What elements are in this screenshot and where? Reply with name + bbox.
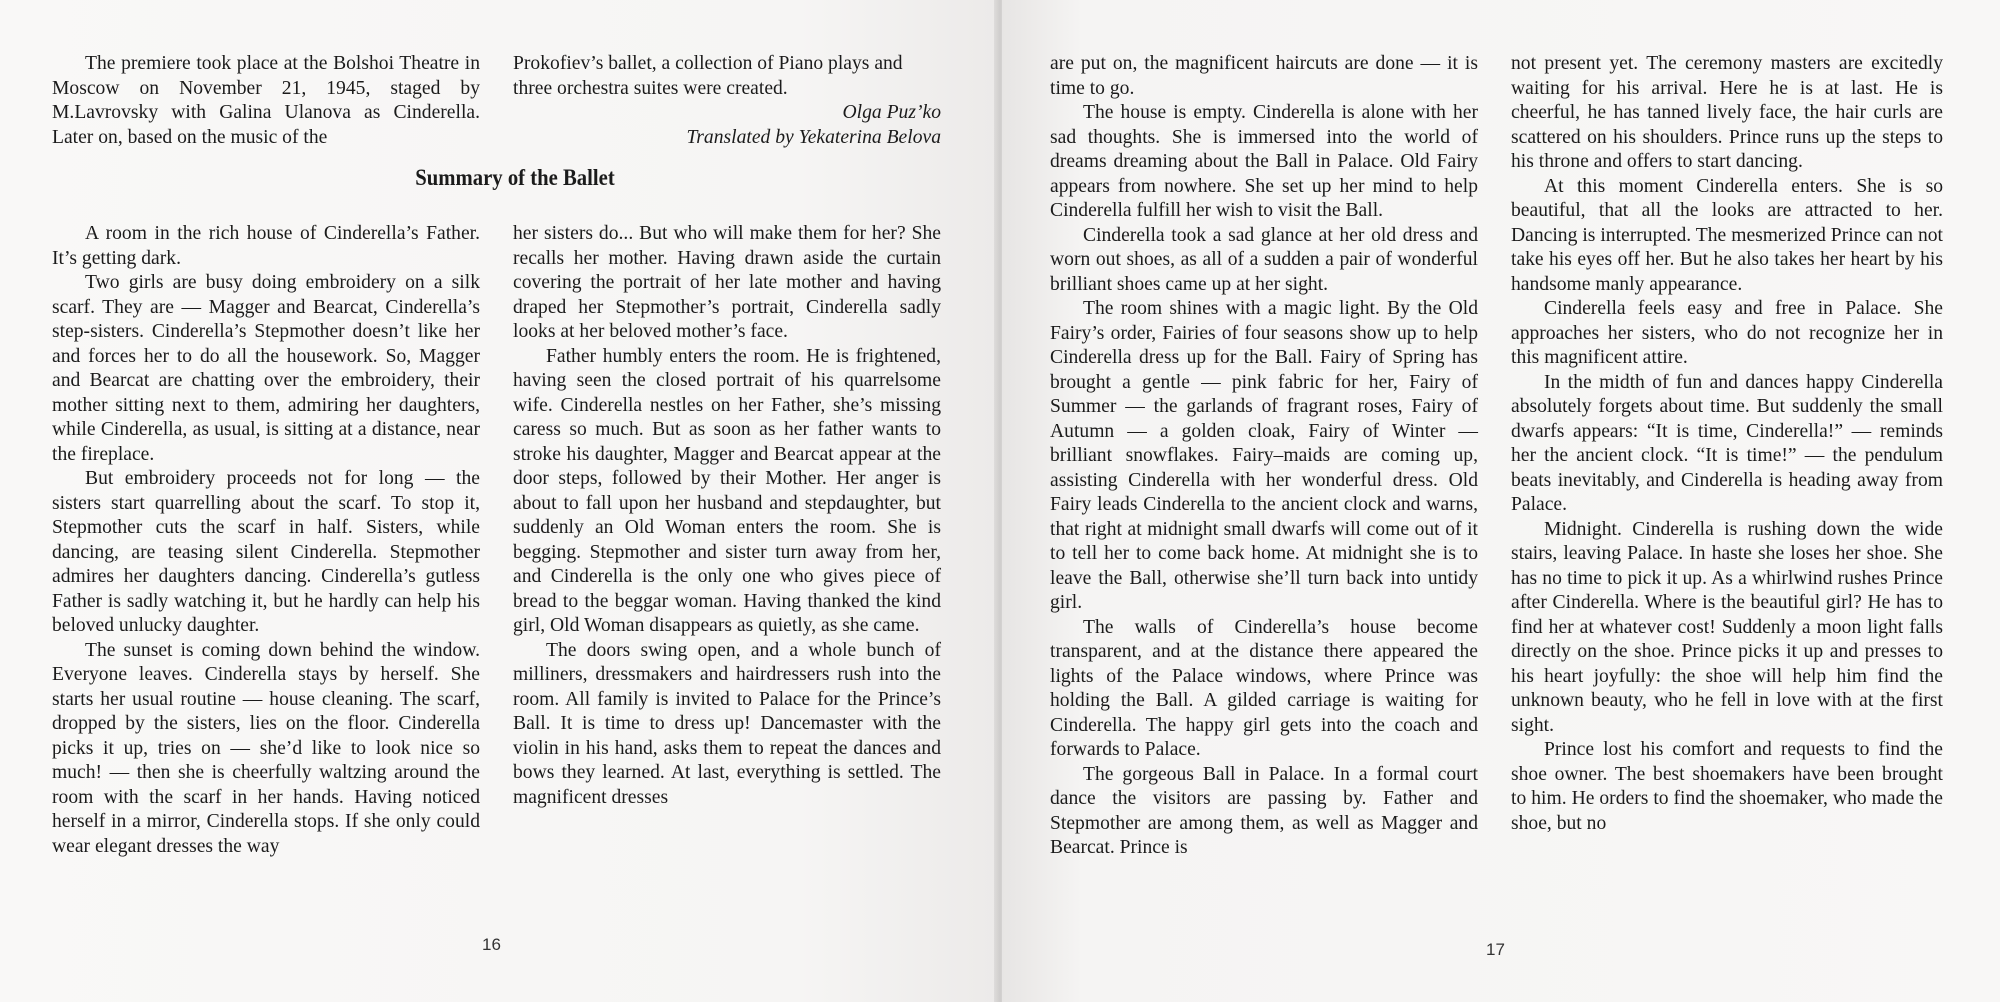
paragraph: Father humbly enters the room. He is frightened, having seen the closed portrait of his quarrelsome wife. Cinderella nestles on her Father, she’s missing caress so much. But as soon as her father wants to stroke his daughter, Magger and Bearcat appear at the door steps, followed by their Mother. Her anger is about to fall upon her husband and stepdaughter, but suddenly an Old Woman enters the room. She is begging. Stepmother and sister turn away from her, and Cinderella is the only one who gives piece of bread to the beggar woman. Having thanked the kind girl, Old Woman disappears as quietly, as she came. [513, 345, 941, 636]
paragraph: Two girls are busy doing embroidery on a silk scarf. They are — Magger and Bearcat, Cinderella’s step-sisters. Cinderella’s Stepmother doesn’t like her and forces her to do all the housework. So, Magger and Bearcat are chatting over the embroidery, their mother sitting next to them, admiring her daughters, while Cinderella, as usual, is sitting at a distance, near the fireplace. [52, 272, 480, 465]
page-number-16: 16 [482, 935, 501, 954]
right-page [1002, 0, 2000, 1002]
intro-left-column [52, 52, 480, 150]
paragraph: Midnight. Cinderella is rushing down the wide stairs, leaving Palace. In haste she loses her shoe. She has no time to pick it up. As a whirlwind rushes Prince after Cinderella. Where is the beautiful girl? He has to find her at whatever cost! Suddenly a moon light falls directly on the shoe. Prince picks it up and presses to his heart joyfully: the shoe will help him find the unknown beauty, who he fell in love with at the first sight. [1511, 518, 1943, 736]
paragraph: The doors swing open, and a whole bunch of milliners, dressmakers and hairdressers rush into the room. All family is invited to Palace for the Prince’s Ball. It is time to dress up! Dancemaster with the violin in his hand, asks them to repeat the dances and bows they learned. At last, everything is settled. The magnificent dresses [513, 639, 941, 808]
paragraph: In the midth of fun and dances happy Cinderella absolutely forgets about time. But suddenly the small dwarfs appears: “It is time, Cinderella!” — reminds her the ancient clock. “It is time!” — the pendulum beats inevitably, and Cinderella is heading away from Palace. [1511, 371, 1943, 515]
paragraph: her sisters do... But who will make them for her? She recalls her mother. Having drawn aside the curtain covering the portrait of her late mother and having draped her Stepmother’s portrait, Cinderella sadly looks at her beloved mother’s face. [513, 223, 941, 342]
summary-column-3 [1050, 52, 1478, 861]
intro-continuation: Prokofiev’s ballet, a collection of Piano plays and three orchestra suites were created. [513, 53, 903, 99]
paragraph: The walls of Cinderella’s house become transparent, and at the distance there appeared the lights of the Palace windows, where Prince was holding the Ball. A gilded carriage is waiting for Cinderella. The happy girl gets into the coach and forwards to Palace. [1050, 616, 1478, 760]
summary-column-2 [513, 222, 941, 810]
translator-credit: Translated by Yekaterina Belova [686, 126, 941, 148]
paragraph: Prince lost his comfort and requests to find the shoe owner. The best shoemakers have been brought to him. He orders to find the shoemaker, who made the shoe, but no [1511, 739, 1943, 834]
summary-column-4 [1511, 52, 1943, 836]
paragraph: A room in the rich house of Cinderella’s Father. It’s getting dark. [52, 223, 480, 269]
left-page [0, 0, 998, 1002]
paragraph: The house is empty. Cinderella is alone with her sad thoughts. She is immersed into the world of dreams dreaming about the Ball in Palace. Old Fairy appears from nowhere. She set up her mind to help Cinderella fulfill her wish to visit the Ball. [1050, 102, 1478, 221]
summary-column-1 [52, 222, 480, 859]
paragraph: not present yet. The ceremony masters are excitedly waiting for his arrival. Here he is at last. He is cheerful, he has tanned lively face, the hair curls are scattered on his shoulders. Prince runs up the steps to his throne and offers to start dancing. [1511, 53, 1943, 172]
paragraph: At this moment Cinderella enters. She is so beautiful, that all the looks are attracted to her. Dancing is interrupted. The mesmerized Prince can not take his eyes off her. But he also takes her heart by his handsome manly appearance. [1511, 175, 1943, 295]
paragraph: Cinderella took a sad glance at her old dress and worn out shoes, as all of a sudden a pair of wonderful brilliant shoes came up at her sight. [1050, 224, 1478, 295]
intro-paragraph: The premiere took place at the Bolshoi Theatre in Moscow on November 21, 1945, staged by M.Lavrovsky with Galina Ulanova as Cinderella. Later on, based on the music of the [52, 53, 480, 148]
author-credit: Olga Puz’ko [842, 102, 941, 123]
intro-right-column [513, 52, 941, 150]
paragraph: The sunset is coming down behind the window. Everyone leaves. Cinderella stays by herself. She starts her usual routine — house cleaning. The scarf, dropped by the sisters, lies on the floor. Cinderella picks it up, tries on — she’d like to look nice so much! — then she is cheerfully waltzing around the room with the scarf in her hands. Having noticed herself in a mirror, Cinderella stops. If she only could wear elegant dresses the way [52, 639, 480, 857]
section-heading: Summary of the Ballet [415, 165, 615, 190]
paragraph: Cinderella feels easy and free in Palace. She approaches her sisters, who do not recognize her in this magnificent attire. [1511, 298, 1943, 368]
paragraph: are put on, the magnificent haircuts are done — it is time to go. [1050, 53, 1478, 99]
page-number-17: 17 [1486, 940, 1505, 959]
paragraph: But embroidery proceeds not for long — the sisters start quarrelling about the scarf. To stop it, Stepmother cuts the scarf in half. Sisters, while dancing, are teasing silent Cinderella. Stepmother admires her daughters dancing. Cinderella’s gutless Father is sadly watching it, but he hardly can help his beloved unlucky daughter. [52, 468, 480, 636]
paragraph: The gorgeous Ball in Palace. In a formal court dance the visitors are passing by. Father and Stepmother are among them, as well as Magger and Bearcat. Prince is [1050, 763, 1478, 858]
paragraph: The room shines with a magic light. By the Old Fairy’s order, Fairies of four seasons show up to help Cinderella dress up for the Ball. Fairy of Spring has brought a gentle — pink fabric for her, Fairy of Summer — the garlands of fragrant roses, Fairy of Autumn — a golden cloak, Fairy of Winter — brilliant snowflakes. Fairy–maids are coming up, assisting Cinderella with her wonderful dress. Old Fairy leads Cinderella to the ancient clock and warns, that right at midnight small dwarfs will come out of it to tell her to come back home. At midnight she is to leave the Ball, otherwise she’ll turn back into untidy girl. [1050, 298, 1478, 613]
